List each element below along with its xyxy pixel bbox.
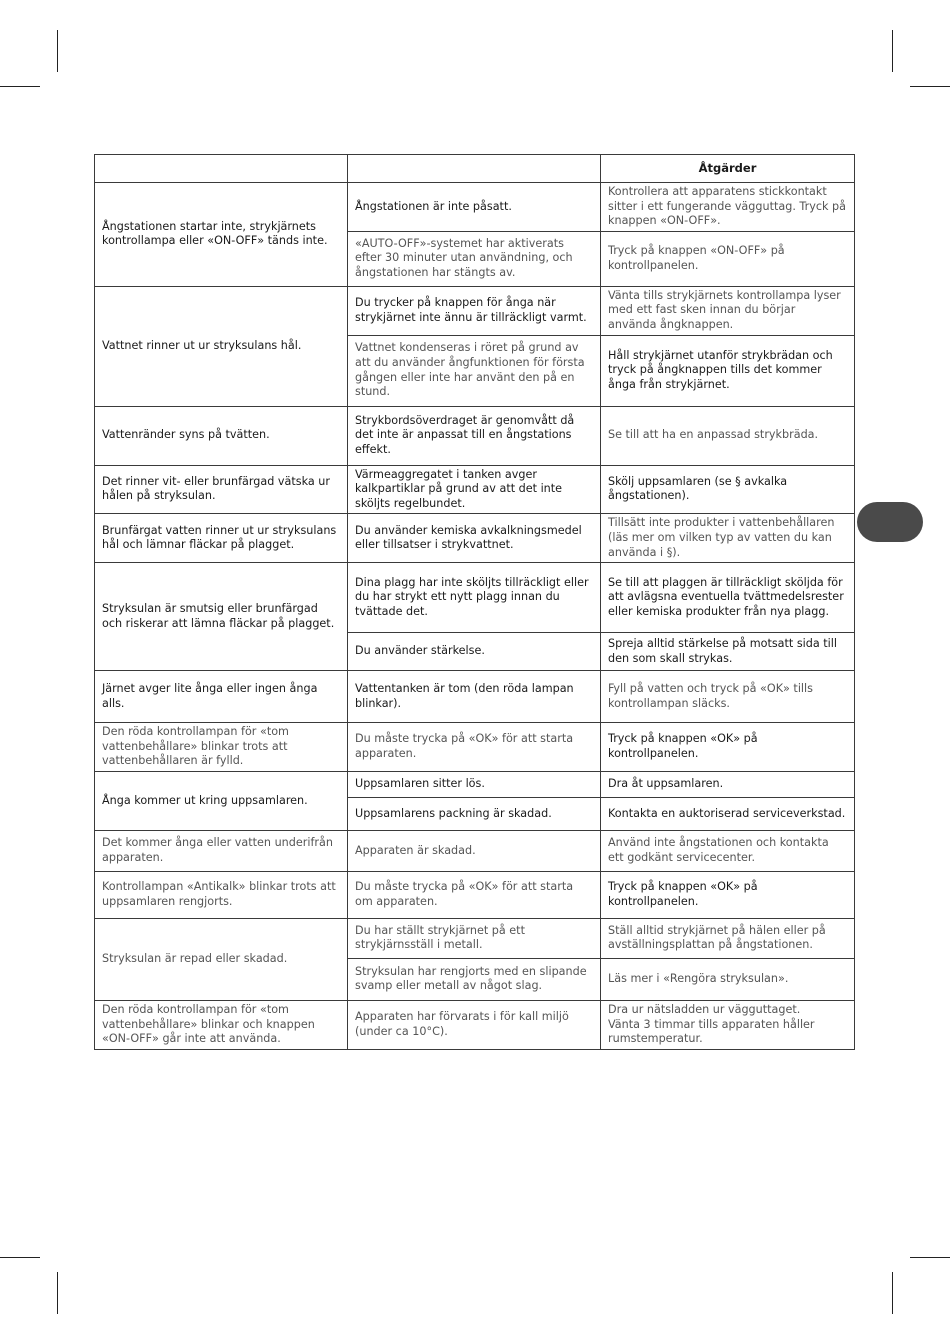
problem-cell: Brunfärgat vatten rinner ut ur stryksulans hål och lämnar fläckar på plagget. xyxy=(95,514,348,563)
problem-cell: Vattnet rinner ut ur stryksulans hål. xyxy=(95,286,348,406)
cause-cell: Vattnet kondenseras i röret på grund av att du använder ångfunktionen för första gången eller inte har använt den på en stund. xyxy=(348,335,601,406)
table-row xyxy=(95,465,855,514)
action-cell: Håll strykjärnet utanför strykbrädan och tryck på ångknappen tills det kommer ånga från strykjärnet. xyxy=(601,335,855,406)
troubleshooting-table xyxy=(94,154,855,1050)
action-cell: Dra åt uppsamlaren. xyxy=(601,771,855,797)
cause-cell: Ångstationen är inte påsatt. xyxy=(348,183,601,232)
cause-cell: Du använder kemiska avkalkningsmedel eller tillsatser i strykvattnet. xyxy=(348,514,601,563)
cause-cell: Apparaten är skadad. xyxy=(348,830,601,871)
crop-mark xyxy=(0,1257,40,1258)
problem-cell: Ånga kommer ut kring uppsamlaren. xyxy=(95,771,348,830)
language-tab xyxy=(857,502,923,542)
table-row xyxy=(95,563,855,633)
table-header-row xyxy=(95,155,855,183)
action-cell: Se till att plaggen är tillräckligt sköljda för att avlägsna eventuella tvättmedelsrester eller kemiska produkter från nya plagg. xyxy=(601,563,855,633)
table-row xyxy=(95,286,855,335)
crop-mark xyxy=(57,1272,58,1314)
crop-mark xyxy=(892,1272,893,1314)
action-cell: Ställ alltid strykjärnet på hälen eller på avställningsplattan på ångstationen. xyxy=(601,918,855,958)
crop-mark xyxy=(57,30,58,72)
cause-cell: Du måste trycka på «OK» för att starta om apparaten. xyxy=(348,871,601,918)
table-row xyxy=(95,671,855,723)
table-row xyxy=(95,406,855,465)
crop-mark xyxy=(910,86,950,87)
header-action: Åtgärder xyxy=(601,155,855,183)
problem-cell: Stryksulan är repad eller skadad. xyxy=(95,918,348,1000)
problem-cell: Den röda kontrollampan för «tom vattenbehållare» blinkar och knappen «ON-OFF» går inte att använda. xyxy=(95,1000,348,1049)
problem-cell: Det rinner vit- eller brunfärgad vätska ur hålen på stryksulan. xyxy=(95,465,348,514)
action-cell: Tryck på knappen «OK» på kontrollpanelen. xyxy=(601,723,855,772)
cause-cell: Uppsamlarens packning är skadad. xyxy=(348,797,601,830)
action-cell: Fyll på vatten och tryck på «OK» tills kontrollampan släcks. xyxy=(601,671,855,723)
table-row xyxy=(95,871,855,918)
action-cell: Tryck på knappen «OK» på kontrollpanelen. xyxy=(601,871,855,918)
cause-cell: Värmeaggregatet i tanken avger kalkpartiklar på grund av att det inte sköljts regelbundet. xyxy=(348,465,601,514)
header-cause xyxy=(348,155,601,183)
cause-cell: Du använder stärkelse. xyxy=(348,633,601,671)
cause-cell: Dina plagg har inte sköljts tillräckligt eller du har strykt ett nytt plagg innan du tvättade det. xyxy=(348,563,601,633)
cause-cell: «AUTO-OFF»-systemet har aktiverats efter 30 minuter utan användning, och ångstationen har stängts av. xyxy=(348,231,601,286)
action-cell: Läs mer i «Rengöra stryksulan». xyxy=(601,958,855,1000)
table-row xyxy=(95,830,855,871)
table-row xyxy=(95,723,855,772)
action-cell: Tryck på knappen «ON-OFF» på kontrollpanelen. xyxy=(601,231,855,286)
table-row xyxy=(95,918,855,958)
cause-cell: Du har ställt strykjärnet på ett strykjärnsställ i metall. xyxy=(348,918,601,958)
problem-cell: Stryksulan är smutsig eller brunfärgad och riskerar att lämna fläckar på plagget. xyxy=(95,563,348,671)
problem-cell: Kontrollampan «Antikalk» blinkar trots att uppsamlaren rengjorts. xyxy=(95,871,348,918)
cause-cell: Du måste trycka på «OK» för att starta apparaten. xyxy=(348,723,601,772)
action-cell: Använd inte ångstationen och kontakta ett godkänt servicecenter. xyxy=(601,830,855,871)
table-row xyxy=(95,1000,855,1049)
crop-mark xyxy=(910,1257,950,1258)
problem-cell: Den röda kontrollampan för «tom vattenbehållare» blinkar trots att vattenbehållaren är fylld. xyxy=(95,723,348,772)
action-cell: Kontakta en auktoriserad serviceverkstad. xyxy=(601,797,855,830)
action-cell: Dra ur nätsladden ur vägguttaget. Vänta 3 timmar tills apparaten håller rumstemperatur. xyxy=(601,1000,855,1049)
crop-mark xyxy=(0,86,40,87)
problem-cell: Vattenränder syns på tvätten. xyxy=(95,406,348,465)
cause-cell: Du trycker på knappen för ånga när strykjärnet inte ännu är tillräckligt varmt. xyxy=(348,286,601,335)
problem-cell: Järnet avger lite ånga eller ingen ånga alls. xyxy=(95,671,348,723)
action-cell: Kontrollera att apparatens stickkontakt sitter i ett fungerande vägguttag. Tryck på knappen «ON-OFF». xyxy=(601,183,855,232)
action-cell: Spreja alltid stärkelse på motsatt sida till den som skall strykas. xyxy=(601,633,855,671)
action-cell: Vänta tills strykjärnets kontrollampa lyser med ett fast sken innan du börjar använda ångknappen. xyxy=(601,286,855,335)
action-cell: Tillsätt inte produkter i vattenbehållaren (läs mer om vilken typ av vatten du kan använda i §). xyxy=(601,514,855,563)
problem-cell: Ångstationen startar inte, strykjärnets kontrollampa eller «ON-OFF» tänds inte. xyxy=(95,183,348,287)
problem-cell: Det kommer ånga eller vatten underifrån apparaten. xyxy=(95,830,348,871)
table-row xyxy=(95,183,855,232)
action-cell: Skölj uppsamlaren (se § avkalka ångstationen). xyxy=(601,465,855,514)
cause-cell: Apparaten har förvarats i för kall miljö (under ca 10°C). xyxy=(348,1000,601,1049)
table-row xyxy=(95,771,855,797)
cause-cell: Uppsamlaren sitter lös. xyxy=(348,771,601,797)
cause-cell: Strykbordsöverdraget är genomvått då det inte är anpassat till en ångstations effekt. xyxy=(348,406,601,465)
header-problem xyxy=(95,155,348,183)
cause-cell: Vattentanken är tom (den röda lampan blinkar). xyxy=(348,671,601,723)
crop-mark xyxy=(892,30,893,72)
cause-cell: Stryksulan har rengjorts med en slipande svamp eller metall av något slag. xyxy=(348,958,601,1000)
table-row xyxy=(95,514,855,563)
action-cell: Se till att ha en anpassad strykbräda. xyxy=(601,406,855,465)
